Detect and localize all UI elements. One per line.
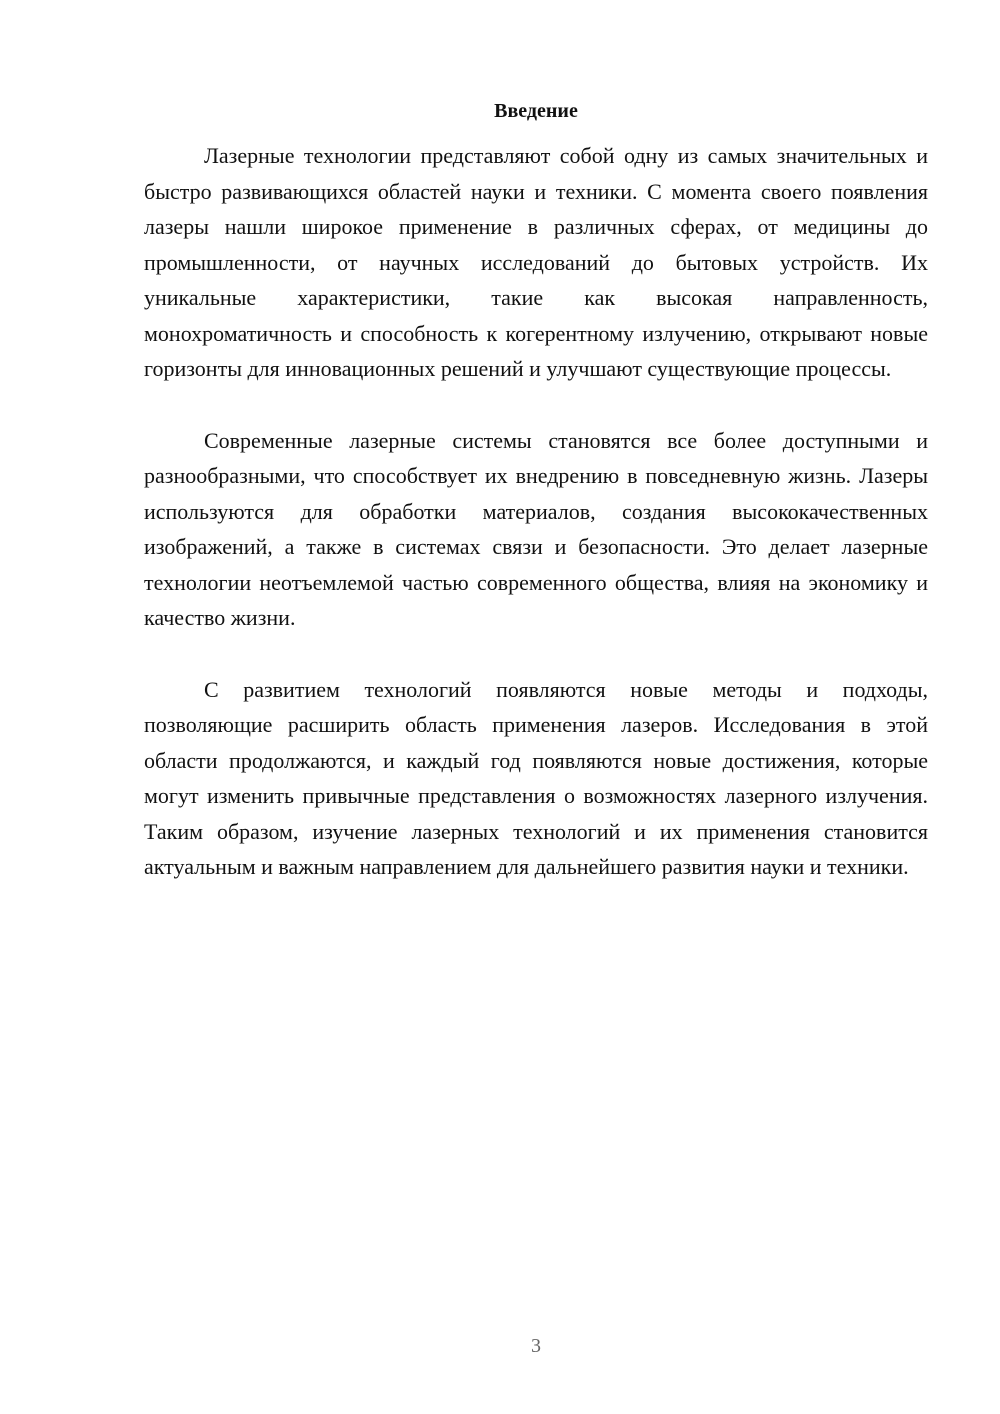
page-number: 3 (531, 1335, 541, 1357)
paragraph-3: С развитием технологий появляются новые методы и подходы, позволяющие расширить область применения лазеров. Исследования в этой области продолжаются, и каждый год появляются новые достижения, которые могут изменить привычные представления о возможностях лазерного излучения. Таким образом, изучение лазерных технологий и их применения становится актуальным и важным направлением для дальнейшего развития науки и техники. (144, 676, 928, 879)
page-content (144, 96, 928, 921)
paragraph-1: Лазерные технологии представляют собой одну из самых значительных и быстро развивающихся областей науки и техники. С момента своего появления лазеры нашли широкое применение в различных сферах, от медицины до промышленности, от научных исследований до бытовых устройств. Их уникальные характеристики, такие как высокая направленность, монохроматичность и способность к когерентному излучению, открывают новые горизонты для инновационных решений и улучшают существующие процессы. (144, 143, 928, 381)
paragraph-2: Современные лазерные системы становятся все более доступными и разнообразными, что способствует их внедрению в повседневную жизнь. Лазеры используются для обработки материалов, создания высококачественных изображений, а также в системах связи и безопасности. Это делает лазерные технологии неотъемлемой частью современного общества, влияя на экономику и качество жизни. (144, 427, 928, 630)
section-title: Введение (494, 100, 578, 122)
